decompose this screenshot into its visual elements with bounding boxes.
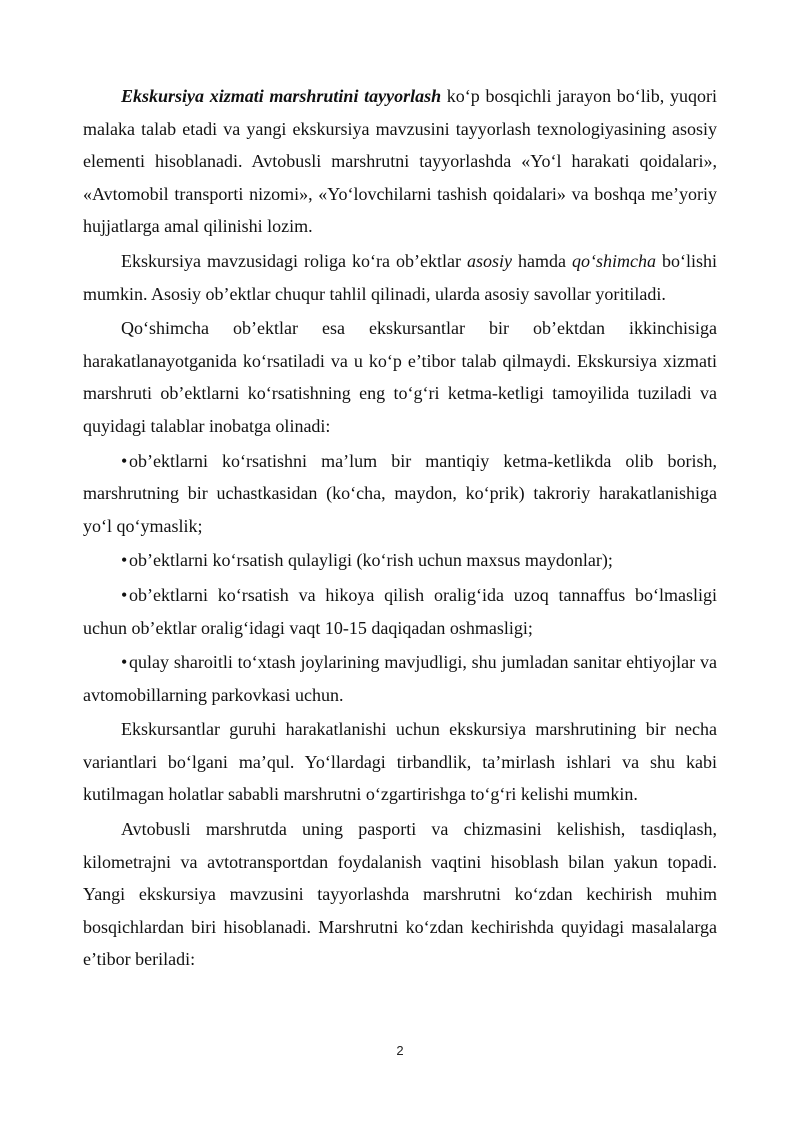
paragraph-2-text-a: Ekskursiya mavzusidagi roliga ko‘ra ob’ektlar — [121, 250, 467, 271]
bullet-text: ob’ektlarni ko‘rsatish va hikoya qilish oralig‘ida uzoq tannaffus bo‘lmasligi uchun ob’ektlar oralig‘idagi vaqt 10-15 daqiqadan oshmasligi; — [83, 584, 717, 638]
bullet-item — [83, 445, 717, 543]
bullet-text: qulay sharoitli to‘xtash joylarining mavjudligi, shu jumladan sanitar ehtiyojlar va avtomobillarning parkovkasi uchun. — [83, 652, 717, 705]
bullet-text: ob’ektlarni ko‘rsatish qulayligi (ko‘rish uchun maxsus maydonlar); — [129, 550, 613, 571]
paragraph-2-text-b: hamda — [511, 250, 572, 271]
bullet-item — [83, 579, 717, 644]
paragraph-1 — [83, 80, 717, 243]
paragraph-4: Ekskursantlar guruhi harakatlanishi uchun ekskursiya marshrutining bir necha variantlari bo‘lgani ma’qul. Yo‘llardagi tirbandlik, ta’mirlash ishlari va shu kabi kutilmagan holatlar sababli marshrutni o‘zgartirishga to‘g‘ri kelishi mumkin. — [83, 719, 717, 805]
bullet-icon: • — [121, 584, 128, 605]
paragraph-2-text-c: bo‘lishi mumkin. Asosiy ob’ektlar chuqur tahlil qilinadi, ularda asosiy savollar yoritiladi. — [83, 250, 717, 304]
bullet-item — [83, 544, 717, 577]
bullet-item — [83, 646, 717, 711]
bullet-icon: • — [121, 550, 128, 571]
paragraph-2 — [83, 245, 717, 310]
bullet-text: ob’ektlarni ko‘rsatishni ma’lum bir mantiqiy ketma-ketlikda olib borish, marshrutning bir uchastkasidan (ko‘cha, maydon, ko‘prik) takroriy harakatlanishiga yo‘l qo‘ymaslik; — [83, 450, 717, 536]
paragraph-1-text: ko‘p bosqichli jarayon bo‘lib, yuqori malaka talab etadi va yangi ekskursiya mavzusini tayyorlash texnologiyasining asosiy elementi hisoblanadi. Avtobusli marshrutni tayyorlashda «Yo‘l harakati qoidalari», «Avtomobil transporti nizomi», «Yo‘lovchilarni tashish qoidalari» va boshqa me’yoriy hujjatlarga amal qilinishi lozim. — [83, 86, 717, 237]
page-number: 2 — [396, 1043, 404, 1058]
paragraph-2-italic-2: qo‘shimcha — [571, 250, 656, 271]
body-text — [83, 80, 717, 978]
paragraph-3: Qo‘shimcha ob’ektlar esa ekskursantlar bir ob’ektdan ikkinchisiga harakatlanayotganida ko‘rsatiladi va u ko‘p e’tibor talab qilmaydi. Ekskursiya xizmati marshruti ob’ektlarni ko‘rsatishning eng to‘g‘ri ketma-ketligi tamoyilida tuziladi va quyidagi talablar inobatga olinadi: — [83, 318, 717, 436]
bullet-icon: • — [121, 450, 128, 471]
paragraph-2-italic-1: asosiy — [466, 250, 512, 271]
bullet-icon: • — [121, 652, 128, 673]
paragraph-5: Avtobusli marshrutda uning pasporti va chizmasini kelishish, tasdiqlash, kilometrajni va avtotransportdan foydalanish vaqtini hisoblash bilan yakun topadi. Yangi ekskursiya mavzusini tayyorlashda marshrutni ko‘zdan kechirish muhim bosqichlardan biri hisoblanadi. Marshrutni ko‘zdan kechirishda quyidagi masalalarga e’tibor beriladi: — [83, 819, 717, 970]
paragraph-1-lead: Ekskursiya xizmati marshrutini tayyorlash — [121, 86, 442, 106]
